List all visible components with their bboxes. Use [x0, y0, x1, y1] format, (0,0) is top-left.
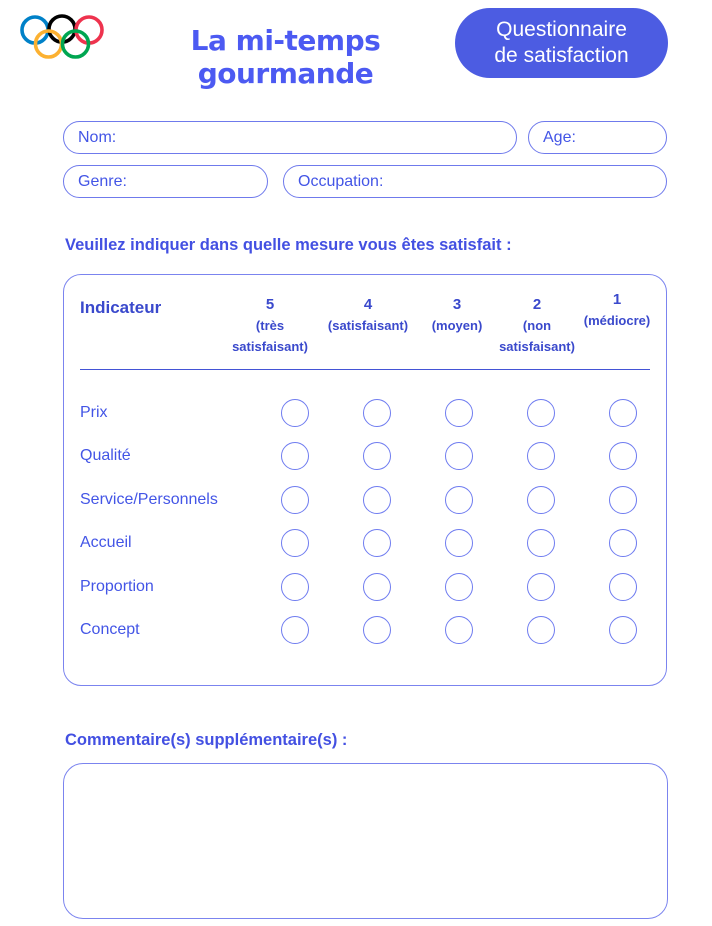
- rating-radio-service-5[interactable]: [281, 486, 309, 514]
- column-header-5: 5 (très satisfaisant): [232, 296, 308, 354]
- rating-radio-proportion-3[interactable]: [445, 573, 473, 601]
- occupation-field-label: Occupation:: [298, 172, 384, 190]
- rating-radio-accueil-3[interactable]: [445, 529, 473, 557]
- header-divider: [80, 369, 650, 370]
- table-row-service: [80, 478, 650, 522]
- rating-radio-qualite-4[interactable]: [363, 442, 391, 470]
- comments-label: Commentaire(s) supplémentaire(s) :: [65, 731, 348, 749]
- age-field-label: Age:: [543, 128, 576, 146]
- survey-heading: Veuillez indiquer dans quelle mesure vous êtes satisfait :: [65, 236, 512, 254]
- column-header-3: 3 (moyen): [431, 296, 483, 333]
- rating-radio-prix-2[interactable]: [527, 399, 555, 427]
- rating-radio-service-2[interactable]: [527, 486, 555, 514]
- rating-radio-service-3[interactable]: [445, 486, 473, 514]
- rating-radio-proportion-4[interactable]: [363, 573, 391, 601]
- genre-field-label: Genre:: [78, 172, 127, 190]
- column-header-1: 1 (médiocre): [583, 291, 651, 328]
- rating-radio-accueil-4[interactable]: [363, 529, 391, 557]
- occupation-field[interactable]: [283, 165, 667, 198]
- row-label: Prix: [80, 403, 108, 421]
- rating-radio-proportion-2[interactable]: [527, 573, 555, 601]
- nom-field-label: Nom:: [78, 128, 117, 146]
- nom-field[interactable]: [63, 121, 517, 154]
- rating-radio-qualite-5[interactable]: [281, 442, 309, 470]
- rating-rows: [80, 391, 650, 652]
- page-title: La mi-temps gourmande: [190, 24, 381, 90]
- olympic-rings-icon: [18, 10, 108, 72]
- column-header-4: 4 (satisfaisant): [327, 296, 409, 333]
- table-row-concept: [80, 609, 650, 653]
- table-row-proportion: [80, 565, 650, 609]
- questionnaire-badge: [455, 8, 668, 78]
- comments-textarea[interactable]: [63, 763, 668, 919]
- table-row-qualite: [80, 435, 650, 479]
- rating-radio-qualite-1[interactable]: [609, 442, 637, 470]
- badge-line2: de satisfaction: [494, 44, 629, 67]
- rating-radio-accueil-5[interactable]: [281, 529, 309, 557]
- rating-radio-prix-4[interactable]: [363, 399, 391, 427]
- row-label: Concept: [80, 621, 140, 639]
- age-field[interactable]: [528, 121, 667, 154]
- rating-radio-service-1[interactable]: [609, 486, 637, 514]
- rating-radio-concept-4[interactable]: [363, 616, 391, 644]
- column-header-2: 2 (non satisfaisant): [499, 296, 575, 354]
- rating-radio-accueil-1[interactable]: [609, 529, 637, 557]
- rating-radio-service-4[interactable]: [363, 486, 391, 514]
- row-label: Proportion: [80, 577, 154, 595]
- rating-radio-qualite-3[interactable]: [445, 442, 473, 470]
- rating-radio-prix-3[interactable]: [445, 399, 473, 427]
- rating-radio-concept-3[interactable]: [445, 616, 473, 644]
- genre-field[interactable]: [63, 165, 268, 198]
- rating-radio-accueil-2[interactable]: [527, 529, 555, 557]
- rating-table: [63, 274, 667, 686]
- badge-line1: Questionnaire: [496, 18, 627, 41]
- rating-table-header: [80, 275, 650, 369]
- rating-radio-prix-1[interactable]: [609, 399, 637, 427]
- table-row-prix: [80, 391, 650, 435]
- indicator-column-header: Indicateur: [80, 298, 162, 317]
- table-row-accueil: [80, 522, 650, 566]
- row-label: Service/Personnels: [80, 490, 218, 508]
- rating-radio-qualite-2[interactable]: [527, 442, 555, 470]
- rating-radio-concept-1[interactable]: [609, 616, 637, 644]
- row-label: Accueil: [80, 534, 132, 552]
- rating-radio-proportion-5[interactable]: [281, 573, 309, 601]
- rating-radio-proportion-1[interactable]: [609, 573, 637, 601]
- rating-radio-concept-2[interactable]: [527, 616, 555, 644]
- rating-radio-prix-5[interactable]: [281, 399, 309, 427]
- row-label: Qualité: [80, 447, 131, 465]
- rating-radio-concept-5[interactable]: [281, 616, 309, 644]
